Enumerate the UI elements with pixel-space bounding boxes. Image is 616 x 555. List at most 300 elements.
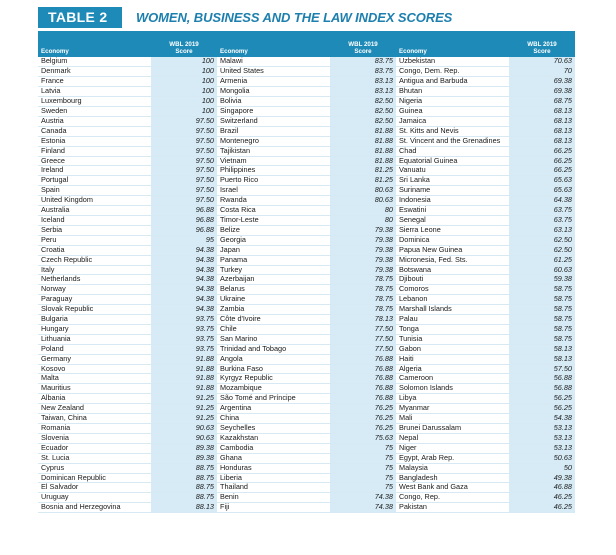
score-cell: 97.50 [151,136,217,146]
economy-cell: France [38,77,151,87]
economy-cell: Mauritius [38,384,151,394]
score-cell: 76.88 [330,394,396,404]
score-cell: 68.13 [509,107,575,117]
score-cell: 78.75 [330,295,396,305]
score-cell: 76.88 [330,364,396,374]
table-title-bar [38,7,574,28]
table-row [38,97,575,107]
table-row [38,245,575,255]
economy-cell: San Marino [217,334,330,344]
score-cell: 100 [151,67,217,77]
score-cell: 58.75 [509,305,575,315]
table-row [38,414,575,424]
economy-cell: Spain [38,186,151,196]
economy-cell: Rwanda [217,196,330,206]
score-cell: 94.38 [151,255,217,265]
table-row [38,215,575,225]
score-cell: 66.25 [509,156,575,166]
header-score-3 [509,31,575,57]
economy-cell: Equatorial Guinea [396,156,509,166]
score-cell: 46.88 [509,483,575,493]
score-cell: 65.63 [509,186,575,196]
score-cell: 91.25 [151,414,217,424]
score-cell: 56.25 [509,404,575,414]
economy-cell: Brunei Darussalam [396,424,509,434]
table-row [38,225,575,235]
economy-cell: Haiti [396,354,509,364]
economy-cell: Ukraine [217,295,330,305]
score-cell: 74.38 [330,503,396,513]
economy-cell: Dominican Republic [38,473,151,483]
economy-cell: West Bank and Gaza [396,483,509,493]
economy-cell: Azerbaijan [217,275,330,285]
table-row [38,107,575,117]
score-cell: 65.63 [509,176,575,186]
table-row [38,285,575,295]
header-score-line2: Score [354,48,372,55]
score-cell: 70 [509,67,575,77]
score-cell: 75 [330,453,396,463]
economy-cell: Congo, Rep. [396,493,509,503]
table-row [38,404,575,414]
economy-cell: Greece [38,156,151,166]
score-cell: 81.88 [330,146,396,156]
score-cell: 83.13 [330,87,396,97]
economy-cell: Tajikistan [217,146,330,156]
score-cell: 94.38 [151,285,217,295]
score-cell: 91.88 [151,364,217,374]
score-cell: 96.88 [151,206,217,216]
header-score-line2: Score [533,48,551,55]
economy-cell: Sweden [38,107,151,117]
score-cell: 60.63 [509,265,575,275]
score-cell: 100 [151,57,217,67]
table-title: WOMEN, BUSINESS AND THE LAW INDEX SCORES [136,10,453,25]
score-cell: 93.75 [151,324,217,334]
score-cell: 80 [330,206,396,216]
economy-cell: Armenia [217,77,330,87]
score-cell: 83.13 [330,77,396,87]
table-header [38,31,575,57]
score-cell: 77.50 [330,334,396,344]
score-cell: 91.88 [151,374,217,384]
economy-cell: Uruguay [38,493,151,503]
score-cell: 63.75 [509,206,575,216]
table-row [38,334,575,344]
score-cell: 57.50 [509,364,575,374]
table-row [38,493,575,503]
economy-cell: Switzerland [217,116,330,126]
table-row [38,344,575,354]
economy-cell: Ghana [217,453,330,463]
economy-cell: Dominica [396,235,509,245]
score-cell: 58.13 [509,354,575,364]
economy-cell: Taiwan, China [38,414,151,424]
score-cell: 91.88 [151,354,217,364]
score-cell: 96.88 [151,225,217,235]
score-cell: 81.88 [330,126,396,136]
score-cell: 53.13 [509,433,575,443]
score-cell: 68.75 [509,97,575,107]
economy-cell: Georgia [217,235,330,245]
economy-cell: Zambia [217,305,330,315]
economy-cell: Hungary [38,324,151,334]
score-cell: 95 [151,235,217,245]
economy-cell: Latvia [38,87,151,97]
score-cell: 88.75 [151,493,217,503]
economy-cell: Montenegro [217,136,330,146]
economy-cell: Finland [38,146,151,156]
score-cell: 74.38 [330,493,396,503]
score-cell: 68.13 [509,136,575,146]
score-cell: 89.38 [151,453,217,463]
score-cell: 58.75 [509,334,575,344]
score-cell: 97.50 [151,116,217,126]
score-cell: 62.50 [509,245,575,255]
table-row [38,315,575,325]
score-cell: 91.25 [151,394,217,404]
economy-cell: China [217,414,330,424]
table-row [38,453,575,463]
score-cell: 88.75 [151,473,217,483]
table-row [38,196,575,206]
score-cell: 97.50 [151,176,217,186]
header-score-line1: WBL 2019 [527,41,557,48]
economy-cell: Eswatini [396,206,509,216]
header-score-line2: Score [175,48,193,55]
score-cell: 59.38 [509,275,575,285]
score-cell: 64.38 [509,196,575,206]
score-cell: 97.50 [151,196,217,206]
economy-cell: Bangladesh [396,473,509,483]
economy-cell: Seychelles [217,424,330,434]
table-row [38,166,575,176]
economy-cell: Slovenia [38,433,151,443]
score-cell: 94.38 [151,275,217,285]
economy-cell: Mozambique [217,384,330,394]
score-cell: 46.25 [509,493,575,503]
header-score-line1: WBL 2019 [169,41,199,48]
score-cell: 79.38 [330,235,396,245]
score-cell: 58.75 [509,295,575,305]
table-body [38,57,575,513]
economy-cell: Benin [217,493,330,503]
score-cell: 91.88 [151,384,217,394]
score-cell: 78.75 [330,305,396,315]
score-cell: 58.75 [509,315,575,325]
score-cell: 62.50 [509,235,575,245]
economy-cell: Paraguay [38,295,151,305]
score-cell: 66.25 [509,146,575,156]
economy-cell: Croatia [38,245,151,255]
score-cell: 56.25 [509,394,575,404]
score-cell: 82.50 [330,107,396,117]
economy-cell: Serbia [38,225,151,235]
score-cell: 58.75 [509,285,575,295]
score-cell: 68.13 [509,116,575,126]
score-cell: 53.13 [509,424,575,434]
economy-cell: Costa Rica [217,206,330,216]
economy-cell: Guinea [396,107,509,117]
table-row [38,354,575,364]
score-cell: 56.88 [509,374,575,384]
table-row [38,206,575,216]
table-row [38,275,575,285]
table-row [38,235,575,245]
economy-cell: Panama [217,255,330,265]
score-cell: 76.88 [330,354,396,364]
economy-cell: Vietnam [217,156,330,166]
score-cell: 58.75 [509,324,575,334]
table-row [38,156,575,166]
score-cell: 93.75 [151,334,217,344]
score-cell: 53.13 [509,443,575,453]
score-cell: 94.38 [151,265,217,275]
score-cell: 81.25 [330,166,396,176]
score-cell: 76.88 [330,374,396,384]
score-cell: 58.13 [509,344,575,354]
score-cell: 93.75 [151,344,217,354]
score-cell: 100 [151,77,217,87]
score-cell: 78.75 [330,275,396,285]
economy-cell: Philippines [217,166,330,176]
economy-cell: Israel [217,186,330,196]
score-cell: 50 [509,463,575,473]
economy-cell: Jamaica [396,116,509,126]
table-row [38,503,575,513]
economy-cell: São Tomé and Príncipe [217,394,330,404]
score-cell: 97.50 [151,186,217,196]
economy-cell: Marshall Islands [396,305,509,315]
score-cell: 70.63 [509,57,575,67]
table-row [38,77,575,87]
economy-cell: Gabon [396,344,509,354]
economy-cell: Netherlands [38,275,151,285]
table-row [38,384,575,394]
score-cell: 68.13 [509,126,575,136]
score-cell: 96.88 [151,215,217,225]
economy-cell: Ecuador [38,443,151,453]
economy-cell: Lebanon [396,295,509,305]
economy-cell: Peru [38,235,151,245]
score-cell: 90.63 [151,433,217,443]
economy-cell: Papua New Guinea [396,245,509,255]
economy-cell: Mali [396,414,509,424]
table-row [38,433,575,443]
score-cell: 100 [151,97,217,107]
economy-cell: Canada [38,126,151,136]
score-cell: 77.50 [330,344,396,354]
score-cell: 77.50 [330,324,396,334]
score-cell: 82.50 [330,116,396,126]
economy-cell: Niger [396,443,509,453]
score-cell: 83.75 [330,57,396,67]
score-cell: 76.25 [330,424,396,434]
table-row [38,443,575,453]
score-cell: 94.38 [151,295,217,305]
economy-cell: Ireland [38,166,151,176]
economy-cell: Denmark [38,67,151,77]
header-score-line1: WBL 2019 [348,41,378,48]
score-cell: 56.88 [509,384,575,394]
table-row [38,473,575,483]
score-cell: 97.50 [151,156,217,166]
economy-cell: Iceland [38,215,151,225]
score-cell: 61.25 [509,255,575,265]
table-row [38,424,575,434]
economy-cell: Puerto Rico [217,176,330,186]
economy-cell: Malta [38,374,151,384]
economy-cell: Malaysia [396,463,509,473]
score-cell: 79.38 [330,265,396,275]
score-cell: 63.75 [509,215,575,225]
economy-cell: Fiji [217,503,330,513]
economy-cell: Djibouti [396,275,509,285]
header-economy-1: Economy [38,31,151,57]
economy-cell: Sierra Leone [396,225,509,235]
table-number: TABLE 2 [38,7,122,28]
economy-cell: New Zealand [38,404,151,414]
economy-cell: Vanuatu [396,166,509,176]
economy-cell: Argentina [217,404,330,414]
table-row [38,463,575,473]
score-cell: 83.75 [330,67,396,77]
economy-cell: Singapore [217,107,330,117]
score-cell: 49.38 [509,473,575,483]
score-cell: 81.88 [330,156,396,166]
economy-cell: Belgium [38,57,151,67]
score-cell: 76.88 [330,384,396,394]
economy-cell: Australia [38,206,151,216]
score-cell: 75.63 [330,433,396,443]
table-row [38,57,575,67]
score-cell: 79.38 [330,245,396,255]
economy-cell: Suriname [396,186,509,196]
score-cell: 75 [330,473,396,483]
economy-cell: Bhutan [396,87,509,97]
score-cell: 88.75 [151,463,217,473]
economy-cell: Albania [38,394,151,404]
economy-cell: Libya [396,394,509,404]
score-cell: 80.63 [330,196,396,206]
economy-cell: Myanmar [396,404,509,414]
economy-cell: Sri Lanka [396,176,509,186]
table-row [38,176,575,186]
economy-cell: Pakistan [396,503,509,513]
economy-cell: St. Vincent and the Grenadines [396,136,509,146]
header-score-1 [151,31,217,57]
score-cell: 88.75 [151,483,217,493]
economy-cell: Belize [217,225,330,235]
scores-table [38,31,574,513]
table-row [38,146,575,156]
economy-cell: Kyrgyz Republic [217,374,330,384]
economy-cell: Japan [217,245,330,255]
score-cell: 94.38 [151,305,217,315]
economy-cell: Angola [217,354,330,364]
table-row [38,87,575,97]
economy-cell: Antigua and Barbuda [396,77,509,87]
economy-cell: Egypt, Arab Rep. [396,453,509,463]
economy-cell: Liberia [217,473,330,483]
table-row [38,186,575,196]
economy-cell: Micronesia, Fed. Sts. [396,255,509,265]
economy-cell: Portugal [38,176,151,186]
score-cell: 97.50 [151,166,217,176]
economy-cell: Mongolia [217,87,330,97]
economy-cell: Thailand [217,483,330,493]
economy-cell: Congo, Dem. Rep. [396,67,509,77]
table-row [38,136,575,146]
economy-cell: Cambodia [217,443,330,453]
economy-cell: Estonia [38,136,151,146]
economy-cell: Tonga [396,324,509,334]
score-cell: 66.25 [509,166,575,176]
score-cell: 78.13 [330,315,396,325]
table-row [38,483,575,493]
economy-cell: Tunisia [396,334,509,344]
score-cell: 46.25 [509,503,575,513]
table-row [38,255,575,265]
score-cell: 75 [330,463,396,473]
score-cell: 75 [330,483,396,493]
economy-cell: St. Kitts and Nevis [396,126,509,136]
score-cell: 100 [151,107,217,117]
economy-cell: Burkina Faso [217,364,330,374]
economy-cell: Italy [38,265,151,275]
economy-cell: Solomon Islands [396,384,509,394]
table-row [38,364,575,374]
economy-cell: Brazil [217,126,330,136]
table-row [38,374,575,384]
economy-cell: Slovak Republic [38,305,151,315]
score-cell: 76.25 [330,414,396,424]
economy-cell: Uzbekistan [396,57,509,67]
economy-cell: Nepal [396,433,509,443]
economy-cell: Bolivia [217,97,330,107]
score-cell: 81.88 [330,136,396,146]
economy-cell: Côte d'Ivoire [217,315,330,325]
economy-cell: St. Lucia [38,453,151,463]
score-cell: 97.50 [151,126,217,136]
score-cell: 50.63 [509,453,575,463]
economy-cell: Belarus [217,285,330,295]
header-economy-3: Economy [396,31,509,57]
economy-cell: Poland [38,344,151,354]
score-cell: 90.63 [151,424,217,434]
economy-cell: Algeria [396,364,509,374]
economy-cell: Senegal [396,215,509,225]
economy-cell: United Kingdom [38,196,151,206]
economy-cell: Austria [38,116,151,126]
score-cell: 69.38 [509,87,575,97]
score-cell: 75 [330,443,396,453]
score-cell: 88.13 [151,503,217,513]
score-cell: 97.50 [151,146,217,156]
score-cell: 89.38 [151,443,217,453]
economy-cell: Czech Republic [38,255,151,265]
score-cell: 63.13 [509,225,575,235]
economy-cell: Indonesia [396,196,509,206]
table-row [38,67,575,77]
economy-cell: El Salvador [38,483,151,493]
table-row [38,126,575,136]
score-cell: 79.38 [330,225,396,235]
economy-cell: Malawi [217,57,330,67]
economy-cell: Bosnia and Herzegovina [38,503,151,513]
score-cell: 69.38 [509,77,575,87]
economy-cell: Trinidad and Tobago [217,344,330,354]
